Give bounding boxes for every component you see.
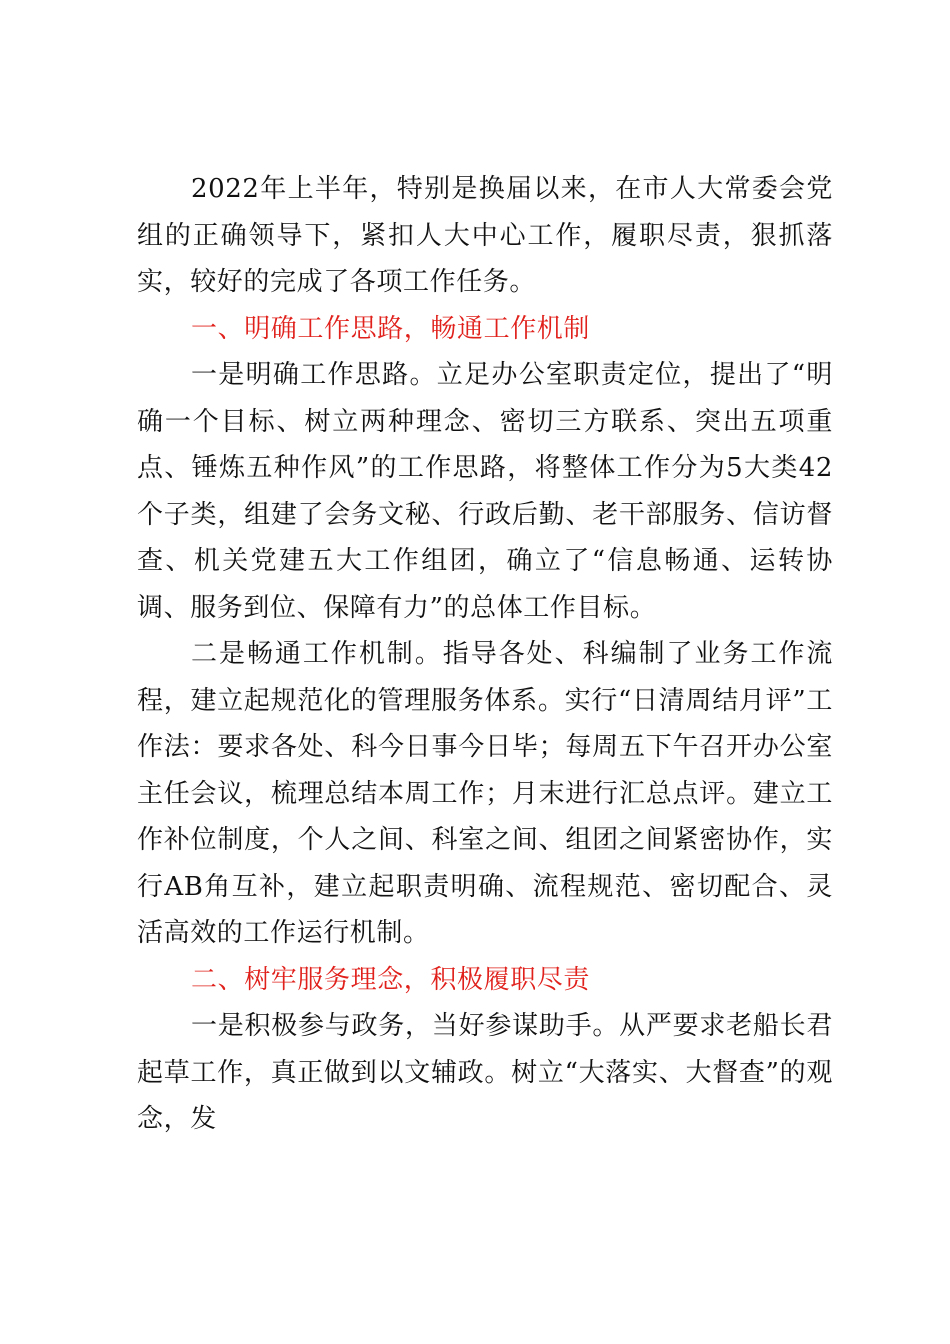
- intro-paragraph: 2022年上半年，特别是换届以来，在市人大常委会党组的正确领导下，紧扣人大中心工作，履职尽责，狠抓落实，较好的完成了各项工作任务。: [137, 174, 833, 297]
- section-2-paragraph-1: 一是积极参与政务，当好参谋助手。从严要求老船长君起草工作，真正做到以文辅政。树立“大落实、大督查”的观念，发: [137, 1011, 833, 1134]
- section-heading-1: 一、明确工作思路，畅通工作机制: [191, 313, 591, 344]
- section-heading-2: 二、树牢服务理念，积极履职尽责: [191, 964, 591, 995]
- section-1-paragraph-2: 二是畅通工作机制。指导各处、科编制了业务工作流程，建立起规范化的管理服务体系。实行“日清周结月评”工作法：要求各处、科今日事今日毕；每周五下午召开办公室主任会议，梳理总结本周工作；月末进行汇总点评。建立工作补位制度，个人之间、科室之间、组团之间紧密协作，实行AB角互补，建立起职责明确、流程规范、密切配合、灵活高效的工作运行机制。: [137, 639, 833, 948]
- document-body: [137, 166, 833, 1143]
- section-1-paragraph-1: 一是明确工作思路。立足办公室职责定位，提出了“明确一个目标、树立两种理念、密切三方联系、突出五项重点、锤炼五种作风”的工作思路，将整体工作分为5大类42个子类，组建了会务文秘、行政后勤、老干部服务、信访督查、机关党建五大工作组团，确立了“信息畅通、运转协调、服务到位、保障有力”的总体工作目标。: [137, 360, 833, 623]
